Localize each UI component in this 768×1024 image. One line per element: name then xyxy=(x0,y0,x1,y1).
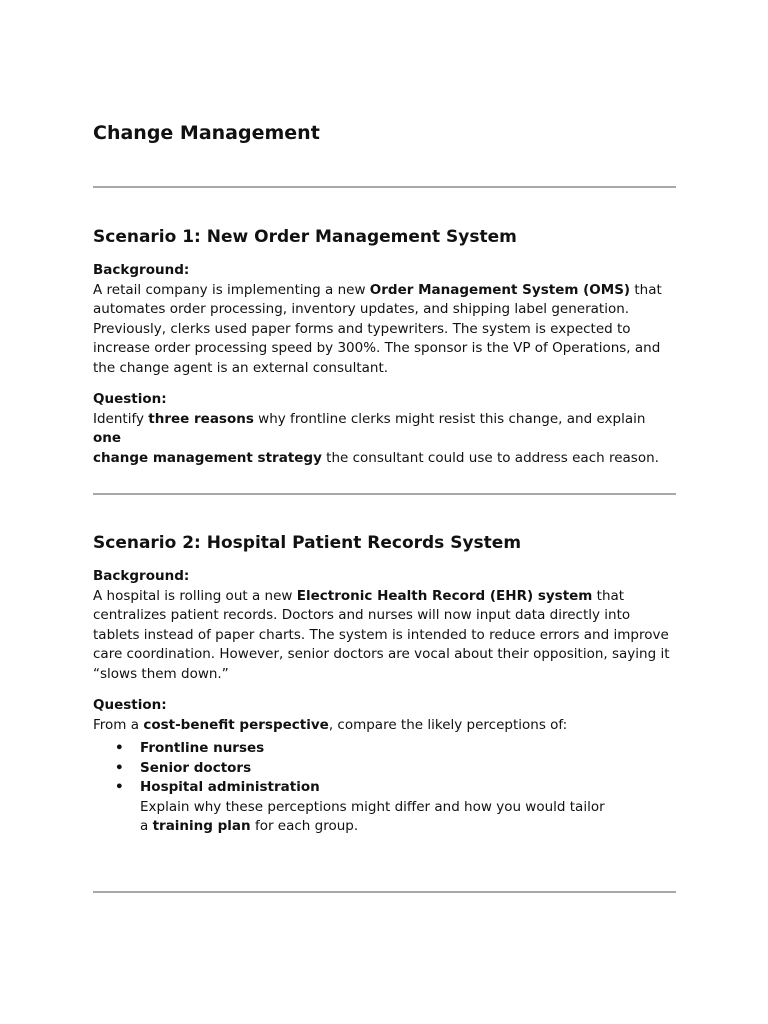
divider xyxy=(93,186,676,188)
list-item-label: Hospital administration xyxy=(140,779,320,795)
scenario-2-section xyxy=(93,532,676,837)
scenario-1-question-part-3: the consultant could use to address each reason. xyxy=(321,449,659,466)
scenario-2-question-label: Question: xyxy=(93,697,167,713)
scenario-1-title: Scenario 1: New Order Management System xyxy=(93,227,517,247)
scenario-1-background-text xyxy=(93,281,676,379)
bullet-icon: • xyxy=(115,779,124,795)
scenario-1-question-part-1: Identify xyxy=(93,410,149,427)
list-item-label: Frontline nurses xyxy=(140,740,265,756)
scenario-2-followup-part-2: for each group. xyxy=(250,818,359,834)
scenario-1-question-label: Question: xyxy=(93,391,167,407)
scenario-2-question-text xyxy=(93,716,676,736)
scenario-2-background-label: Background: xyxy=(93,568,190,584)
scenario-2-background-part-1: A hospital is rolling out a new xyxy=(93,587,297,604)
scenario-2-question-part-2: , compare the likely perceptions of: xyxy=(328,716,568,733)
scenario-2-followup-part-1: Explain why these perceptions might differ and how you would tailor a xyxy=(140,798,605,834)
scenario-1-background-bold-oms: Order Management System (OMS) xyxy=(369,281,631,298)
scenario-2-followup-text xyxy=(93,798,676,837)
list-item-label: Senior doctors xyxy=(140,759,252,776)
scenario-2-title: Scenario 2: Hospital Patient Records System xyxy=(93,533,522,553)
scenario-2-question-part-1: From a xyxy=(93,716,144,733)
perception-list xyxy=(93,739,676,798)
list-item xyxy=(93,739,676,759)
scenario-2-question-bold-perspective: cost-benefit perspective xyxy=(143,716,329,733)
scenario-2-background-part-2: that centralizes patient records. Doctors and nurses will now input data directly into tablets instead of paper charts. The system is intended to reduce errors and improve care coordination. However, senior doctors are vocal about their opposition, saying it “slows them down.” xyxy=(93,587,670,682)
divider xyxy=(93,891,676,893)
page-title: Change Management xyxy=(93,122,320,144)
bullet-icon: • xyxy=(115,759,124,776)
scenario-1-question-bold-reasons: three reasons xyxy=(148,410,254,427)
scenario-2-background-bold-ehr: Electronic Health Record (EHR) system xyxy=(296,587,593,604)
scenario-2-background-text xyxy=(93,587,676,685)
scenario-1-background-label: Background: xyxy=(93,262,190,278)
list-item xyxy=(93,759,676,779)
scenario-1-section xyxy=(93,226,676,480)
bullet-icon: • xyxy=(115,740,124,756)
scenario-1-background-part-2: that automates order processing, inventory updates, and shipping label generation. Previously, clerks used paper forms and typewriters. The system is expected to increase order processing speed by 300%. The sponsor is the VP of Operations, and the change agent is an external consultant. xyxy=(93,281,662,376)
scenario-1-question-part-2: why frontline clerks might resist this change, and explain xyxy=(253,410,646,427)
scenario-1-question-text xyxy=(93,410,676,469)
list-item xyxy=(93,778,676,798)
scenario-1-question-bold-strategy: one change management strategy xyxy=(93,430,322,466)
divider xyxy=(93,493,676,495)
scenario-2-followup-bold-training: training plan xyxy=(152,818,251,834)
scenario-1-background-part-1: A retail company is implementing a new xyxy=(93,281,370,298)
